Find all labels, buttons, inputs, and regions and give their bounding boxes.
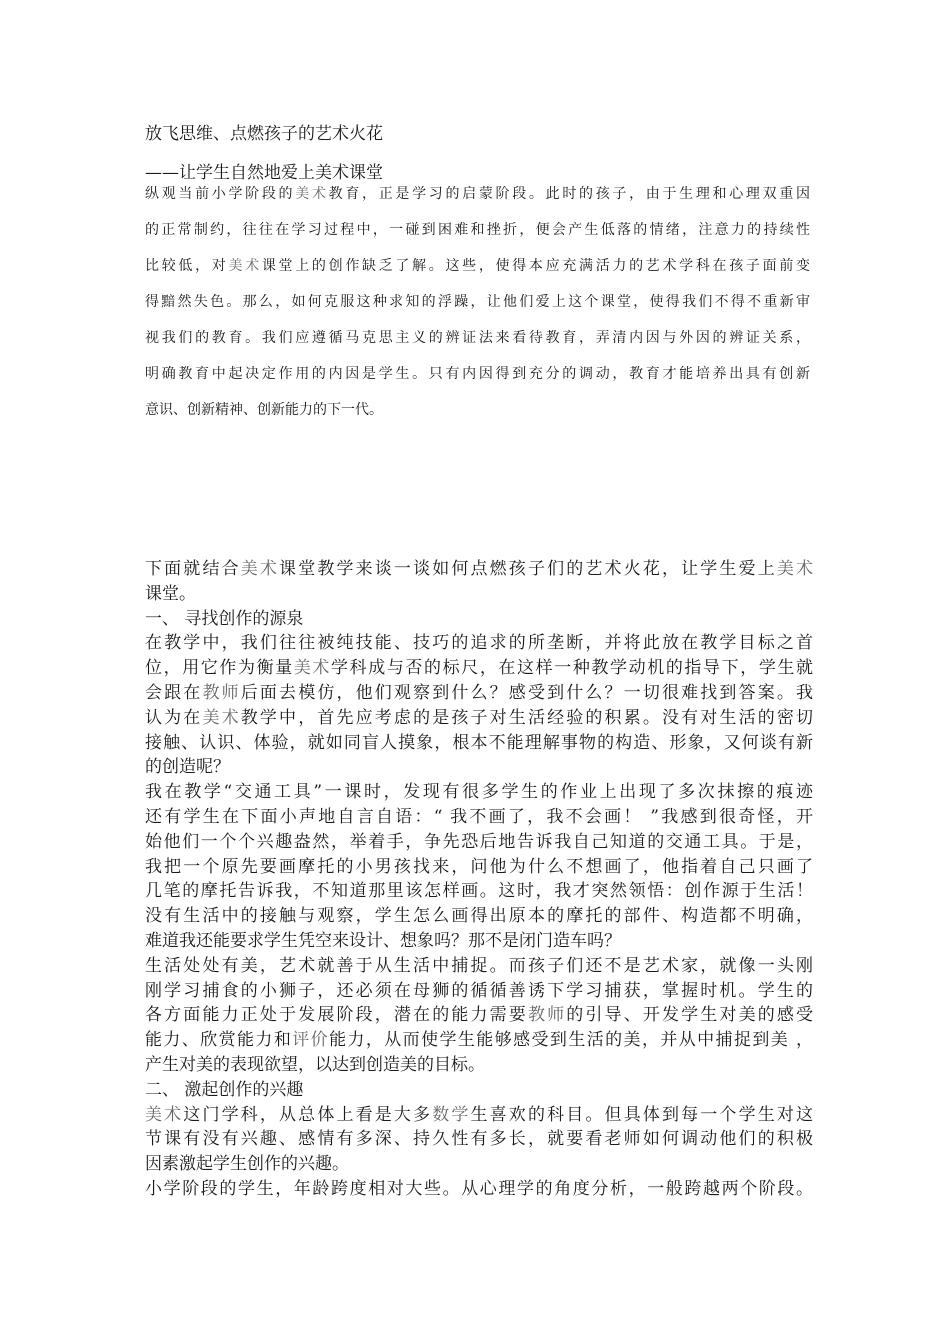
body-line: 刚学习捕食的小狮子，还必须在母狮的循循善诱下学习捕获，掌握时机。学生的	[145, 980, 813, 1001]
intro-line: 纵观当前小学阶段的美术教育，正是学习的启蒙阶段。此时的孩子，由于生理和心理双重因	[145, 186, 810, 202]
body-text	[145, 557, 813, 1202]
intro-line: 明确教育中起决定作用的内因是学生。只有内因得到充分的调动，教育才能培养出具有创新	[145, 366, 810, 382]
body-line: 我在教学“交通工具”一课时，发现有很多学生的作业上出现了多次抹擦的痕迹	[145, 782, 813, 803]
body-line: 难道我还能要求学生凭空来设计、想象吗？那不是闭门造车吗？	[145, 930, 621, 951]
body-line: 各方面能力正处于发展阶段，潜在的能力需要教师的引导、开发学生对美的感受	[145, 1005, 813, 1026]
body-line: 在教学中，我们往往被纯技能、技巧的追求的所垄断，并将此放在教学目标之首	[145, 633, 813, 654]
body-line: 生活处处有美，艺术就善于从生活中捕捉。而孩子们还不是艺术家，就像一头刚	[145, 955, 813, 976]
body-line: 接触、认识、体验，就如同盲人摸象，根本不能理解事物的构造、形象，又何谈有新	[145, 732, 813, 753]
body-line: 认为在美术教学中，首先应考虑的是孩子对生活经验的积累。没有对生活的密切	[145, 707, 813, 728]
body-line: 节课有没有兴趣、感情有多深、持久性有多长，就要看老师如何调动他们的积极	[145, 1129, 813, 1150]
body-line: 美术这门学科，从总体上看是大多数学生喜欢的科目。但具体到每一个学生对这	[145, 1104, 813, 1125]
body-line: 始他们一个个兴趣盎然，举着手，争先恐后地告诉我自己知道的交通工具。于是，	[145, 831, 813, 852]
body-line: 小学阶段的学生，年龄跨度相对大些。从心理学的角度分析，一般跨越两个阶段。	[145, 1178, 813, 1199]
document-title: 放飞思维、点燃孩子的艺术火花	[145, 124, 383, 144]
body-line: 产生对美的表现欲望，以达到创造美的目标。	[145, 1054, 485, 1075]
intro-paragraph	[145, 176, 810, 428]
intro-line: 比较低，对美术课堂上的创作缺乏了解。这些，使得本应充满活力的艺术学科在孩子面前变	[145, 258, 810, 274]
body-line: 能力、欣赏能力和评价能力，从而使学生能够感受到生活的美，并从中捕捉到美 ，	[145, 1030, 813, 1051]
body-line: 没有生活中的接触与观察，学生怎么画得出原本的摩托的部件、构造都不明确，	[145, 906, 813, 927]
intro-line: 意识、创新精神、创新能力的下一代。	[145, 402, 383, 418]
body-line: 几笔的摩托告诉我，不知道那里该怎样画。这时，我才突然领悟：创作源于生活！	[145, 881, 813, 902]
document-subtitle: ——让学生自然地爱上美术课堂	[145, 163, 383, 183]
body-line: 课堂。	[145, 583, 196, 604]
intro-line: 视我们的教育。我们应遵循马克思主义的辨证法来看待教育，弄清内因与外因的辨证关系，	[145, 330, 810, 346]
section-heading: 二、 激起创作的兴趣	[145, 1079, 304, 1100]
intro-line: 的正常制约，往往在学习过程中，一碰到困难和挫折，便会产生低落的情绪，注意力的持续性	[145, 222, 810, 238]
body-line: 因素激起学生创作的兴趣。	[145, 1154, 349, 1175]
section-heading: 一、 寻找创作的源泉	[145, 608, 304, 629]
body-line: 会跟在教师后面去模仿，他们观察到什么？感受到什么？一切很难找到答案。我	[145, 682, 813, 703]
body-line: 的创造呢？	[145, 757, 230, 778]
body-line: 我把一个原先要画摩托的小男孩找来，问他为什么不想画了，他指着自己只画了	[145, 856, 813, 877]
body-line: 下面就结合美术课堂教学来谈一谈如何点燃孩子们的艺术火花，让学生爱上美术	[145, 559, 813, 579]
body-line: 位，用它作为衡量美术学科成与否的标尺，在这样一种教学动机的指导下，学生就	[145, 658, 813, 679]
intro-line: 得黯然失色。那么，如何克服这种求知的浮躁，让他们爱上这个课堂，使得我们不得不重新审	[145, 294, 810, 310]
body-line: 还有学生在下面小声地自言自语：“ 我不画了，我不会画！ ”我感到很奇怪，开	[145, 806, 813, 827]
